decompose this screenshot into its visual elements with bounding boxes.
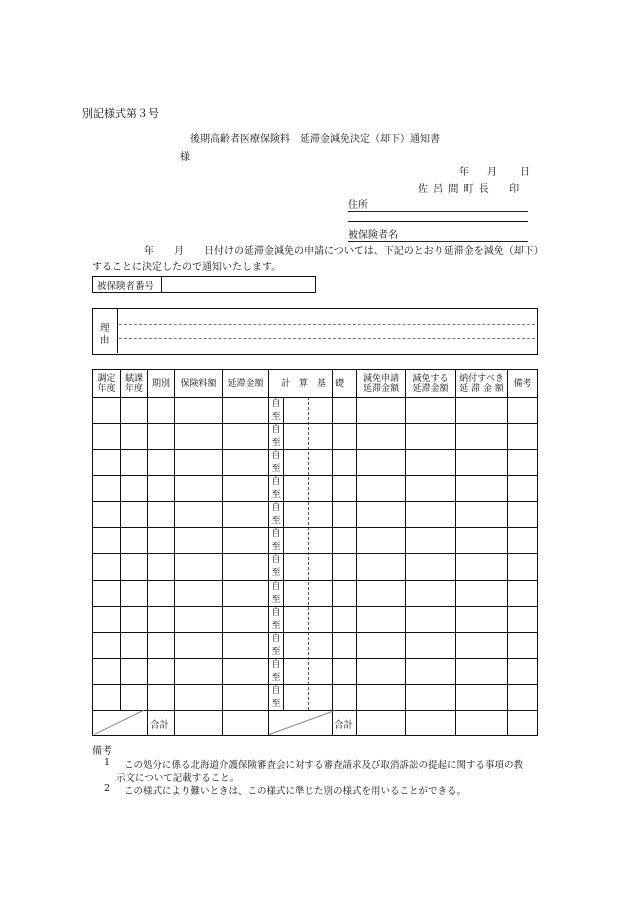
reason-label: 理 由 xyxy=(100,323,110,346)
table-row xyxy=(93,606,537,607)
table-row xyxy=(93,475,537,476)
note-1-number: 1 xyxy=(104,757,111,768)
insured-number-divider xyxy=(161,277,162,292)
reason-line-1 xyxy=(119,324,535,325)
period-from-to: 自 至 xyxy=(271,503,281,526)
total-label-right: 合計 xyxy=(334,720,354,731)
issue-year: 年 xyxy=(459,167,469,178)
period-from-to: 自 至 xyxy=(271,686,281,709)
addressee-suffix: 様 xyxy=(180,152,190,163)
table-row xyxy=(93,658,537,659)
period-from-to: 自 至 xyxy=(271,399,281,422)
period-from-to: 自 至 xyxy=(271,477,281,500)
header-line xyxy=(93,397,537,398)
header-remarks: 備考 xyxy=(513,378,532,389)
issue-day: 日 xyxy=(520,167,530,178)
table-row xyxy=(93,423,537,424)
period-from-to: 自 至 xyxy=(271,529,281,552)
note-2-number: 2 xyxy=(104,783,111,794)
header-basis: 計 算 基 礎 xyxy=(280,378,344,389)
table-row xyxy=(93,632,537,633)
body-line1: 日付けの延滞金減免の申請については、下記のとおり延滞金を減免（却下） xyxy=(204,246,544,257)
header-adjust-year: 調定 年度 xyxy=(97,373,116,394)
period-from-to: 自 至 xyxy=(271,634,281,657)
note-1-text-cont: 示文について記載すること。 xyxy=(116,773,240,784)
header-premium: 保険料額 xyxy=(180,378,217,389)
notes-heading: 備考 xyxy=(92,746,112,757)
address-blank-line xyxy=(348,221,528,222)
body-year: 年 xyxy=(144,246,154,257)
reason-line-2 xyxy=(119,338,535,339)
period-from-to: 自 至 xyxy=(271,608,281,631)
note-2-text: この様式により難いときは、この様式に準じた別の様式を用いることができる。 xyxy=(124,786,467,797)
period-from-to: 自 至 xyxy=(271,425,281,448)
header-levy-year: 賦課 年度 xyxy=(124,373,143,394)
period-from-to: 自 至 xyxy=(271,582,281,605)
period-from-to: 自 至 xyxy=(271,555,281,578)
table-row xyxy=(93,449,537,450)
insured-number-label: 被保険者番号 xyxy=(97,281,155,292)
issuer-name: 佐 呂 間 町 長 印 xyxy=(418,184,521,195)
insured-name-label: 被保険者名 xyxy=(348,226,528,242)
table-row xyxy=(93,553,537,554)
form-title: 後期高齢者医療保険料 延滞金減免決定（却下）通知書 xyxy=(190,134,440,145)
body-month: 月 xyxy=(174,246,184,257)
table-row xyxy=(93,501,537,502)
header-payable: 納付すべき 延 滞 金 額 xyxy=(459,373,504,394)
total-line xyxy=(93,710,537,711)
col-line xyxy=(120,370,121,710)
body-line2: することに決定したので通知いたします。 xyxy=(92,262,282,273)
insured-number-box xyxy=(92,276,316,293)
issue-month: 月 xyxy=(487,167,497,178)
note-1-text: この処分に係る北海道介護保険審査会に対する審査請求及び取消訴訟の提起に関する事項の教 xyxy=(124,760,524,771)
form-number: 別記様式第３号 xyxy=(82,107,159,120)
reason-box xyxy=(92,308,538,355)
table-row xyxy=(93,527,537,528)
header-reduced: 減免する 延滞金額 xyxy=(412,373,449,394)
table-row xyxy=(93,580,537,581)
header-requested: 減免申請 延滞金額 xyxy=(362,373,399,394)
reason-divider xyxy=(117,309,118,353)
header-period: 期別 xyxy=(151,378,170,389)
period-from-to: 自 至 xyxy=(271,660,281,683)
address-label: 住所 xyxy=(348,196,528,212)
table-row xyxy=(93,684,537,685)
period-from-to: 自 至 xyxy=(271,451,281,474)
header-late-fee: 延滞金額 xyxy=(227,378,264,389)
total-label-left: 合計 xyxy=(150,720,170,731)
